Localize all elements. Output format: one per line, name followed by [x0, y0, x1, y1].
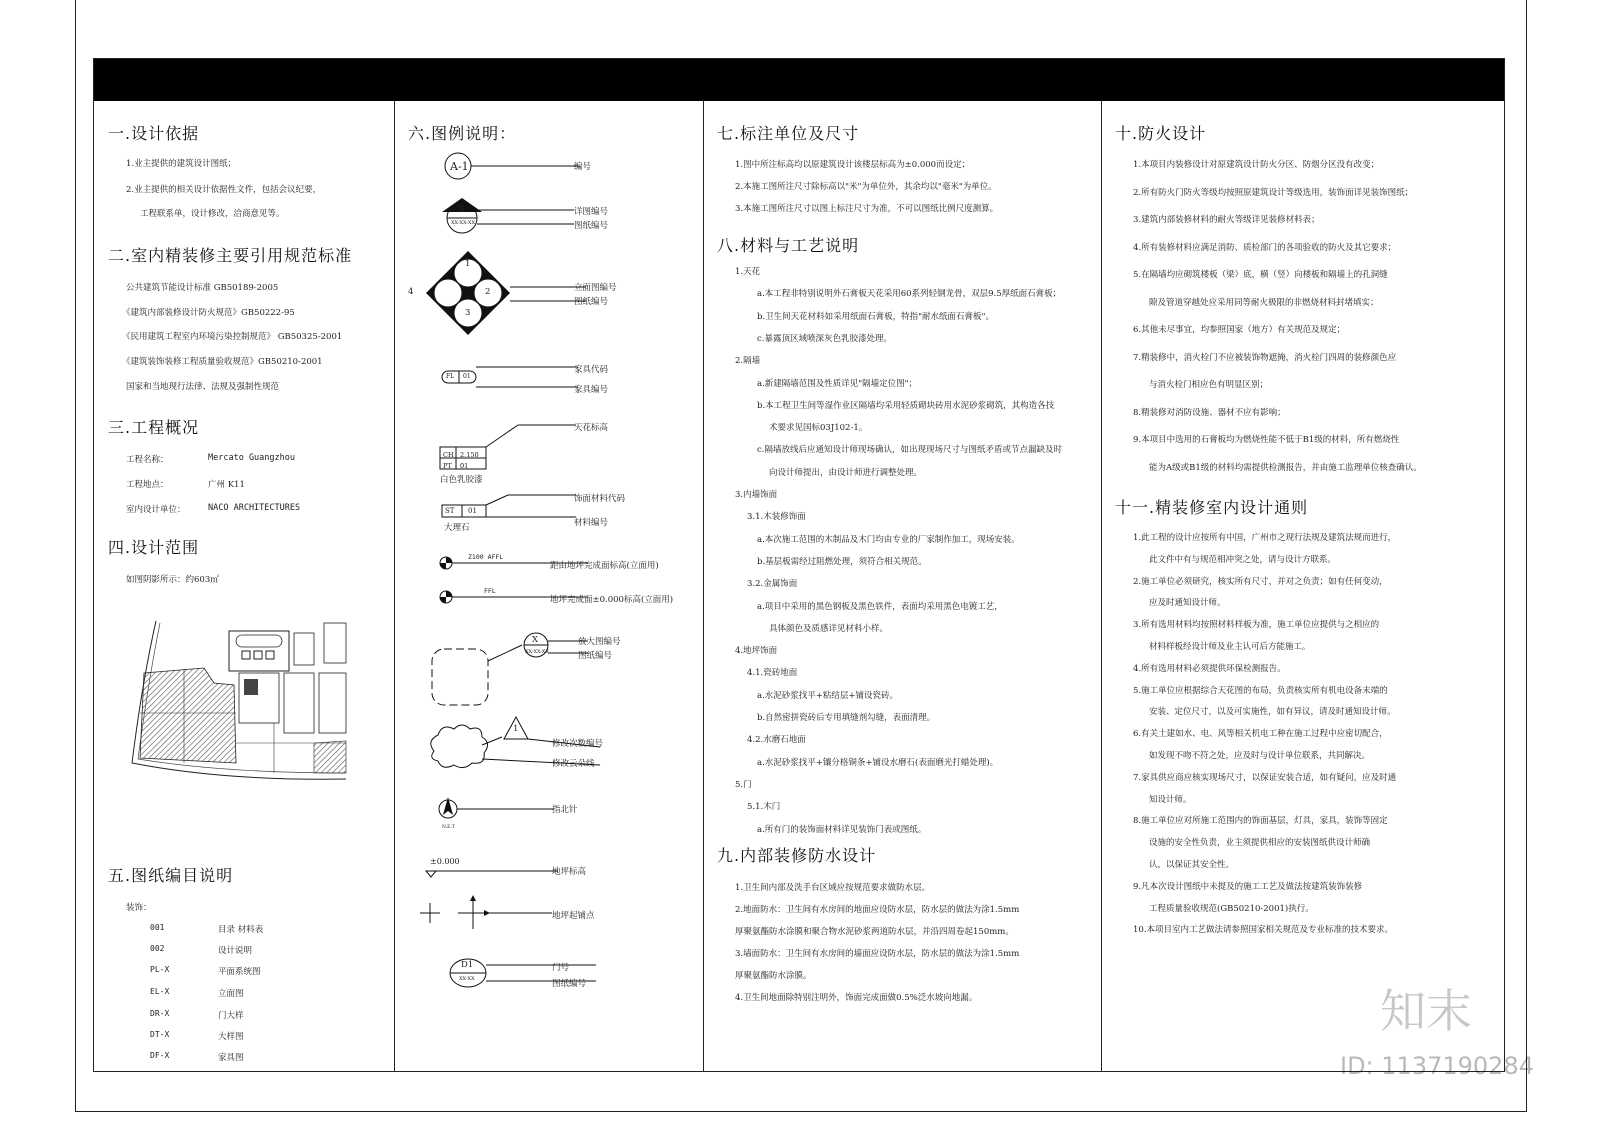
text-line: 厚聚氨酯防水涂膜。: [735, 971, 812, 981]
text-line: 3.所有选用材料均按照材料样板为准，施工单位应提供与之相应的: [1133, 620, 1380, 631]
value: NACO ARCHITECTURES: [208, 503, 301, 513]
watermark-logo: 知末: [1380, 984, 1472, 1038]
value: 广州 K11: [208, 480, 245, 490]
symbol-text: 2: [485, 287, 491, 297]
symbol-text: A-1: [450, 160, 469, 173]
value: Mercato Guangzhou: [208, 453, 295, 463]
text-line: 4.所有装修材料应满足消防、质检部门的各项验收的防火及其它要求；: [1133, 242, 1397, 253]
label: 室内设计单位：: [126, 505, 186, 515]
legend-label: 距由地坪完成面标高(立面用): [550, 561, 659, 571]
text-line: 《民用建筑工程室内环境污染控制规范》 GB50325-2001: [122, 332, 343, 342]
symbol-text: 01: [468, 507, 477, 515]
text-line: 厚聚氨酯防水涂膜和聚合物水泥砂浆两道防水层，并沿四周卷起150mm。: [735, 927, 1014, 937]
text-line: 3.墙面防水：卫生间有水房间的墙面应设防水层，防水层的做法为涂1.5mm: [735, 949, 1020, 959]
drawing-name: 平面系统图: [218, 967, 261, 977]
drawing-code: PL-X: [150, 965, 170, 974]
text-line: a.所有门的装饰面材料详见装饰门表或图纸。: [757, 824, 927, 835]
text-line: 4.地坪饰面: [735, 646, 778, 657]
key-plan-drawing: [124, 613, 354, 785]
text-line: 8.施工单位应对所施工范围内的饰面基层，灯具，家具，装饰等固定: [1133, 816, 1388, 827]
text-line: c.隔墙放线后应通知设计师现场确认，如出现现场尺寸与图纸矛盾或节点漏缺及时: [757, 445, 1062, 456]
drawing-code: DF-X: [150, 1051, 170, 1060]
legend-label: 放大图编号: [578, 637, 621, 647]
legend-label: 地坪完成面±0.000标高(立面用): [550, 595, 674, 605]
text-line: 4.2.水磨石地面: [747, 735, 806, 746]
text-line: 4.所有选用材料必须提供环保检测报告。: [1133, 663, 1286, 674]
text-line: 3.本施工图所注尺寸以图上标注尺寸为准，不可以图纸比例尺度测算。: [735, 204, 999, 214]
elevation-symbol: [408, 249, 588, 339]
text-line: 工程质量验收规范(GB50210-2001)执行。: [1149, 903, 1314, 914]
label: 装饰：: [126, 903, 152, 913]
symbol-text: 1: [513, 724, 519, 734]
text-line: 5.施工单位应根据综合天花图的布局，负责核实所有机电设备末端的: [1133, 685, 1388, 696]
text-line: 1.图中所注标高均以原建筑设计该楼层标高为±0.000而设定；: [735, 160, 971, 170]
text-line: 《建筑装饰装修工程质量验收规范》GB50210-2001: [122, 357, 323, 367]
text-line: 此文件中有与规范相冲突之处，请与设计方联系。: [1149, 554, 1337, 565]
column-1: [94, 101, 395, 1071]
text-line: b.卫生间天花材料如采用纸面石膏板，特指"耐水纸面石膏板"。: [757, 311, 994, 322]
title-band: [94, 59, 1504, 101]
text-line: 向设计师提出，由设计师进行调整处理。: [769, 467, 923, 478]
text-line: a.新建隔墙范围及性质详见"隔墙定位图"；: [757, 378, 918, 389]
detail-symbol: [436, 196, 576, 236]
text-line: 隙及管道穿越处应采用同等耐火极限的非燃烧材料封堵填实；: [1149, 297, 1379, 308]
text-line: 认，以保证其安全性。: [1149, 860, 1235, 870]
symbol-text: N.E.T: [442, 825, 455, 830]
legend-label: 饰面材料代码: [574, 494, 626, 504]
legend-label: 图纸编号: [552, 979, 587, 989]
legend-label: 家具代码: [574, 365, 609, 375]
text-line: 2.所有防火门防火等级均按照原建筑设计等级选用，装饰面详见装饰图纸；: [1133, 187, 1414, 198]
legend-label: 图纸编号: [574, 297, 609, 307]
label: 工程名称：: [126, 455, 169, 465]
symbol-text: 3: [465, 308, 471, 318]
legend-label: 详图编号: [574, 207, 609, 217]
text-line: 7.精装修中，消火栓门不应被装饰物遮掩，消火栓门四周的装修颜色应: [1133, 352, 1397, 363]
text-line: 5.1.木门: [747, 802, 781, 813]
section-4-title: 四.设计范围: [108, 538, 200, 557]
text-line: 1.卫生间内部及洗手台区域应按规范要求做防水层。: [735, 883, 931, 893]
watermark-id: ID: 1137190284: [1340, 1052, 1534, 1080]
section-8-title: 八.材料与工艺说明: [717, 236, 860, 255]
symbol-text: XX-XX-XX: [525, 649, 550, 655]
symbol-text: Z100 AFFL: [468, 553, 504, 561]
text-line: a.本工程非特别说明外石膏板天花采用60系列轻钢龙骨，双层9.5厚纸面石膏板；: [757, 289, 1062, 300]
symbol-text: FFL: [484, 587, 496, 595]
column-3: [703, 101, 1102, 1071]
symbol-text: ±0.000: [430, 857, 460, 866]
text-line: 安装、定位尺寸，以及可实施性，如有异议，请及时通知设计师。: [1149, 707, 1396, 718]
text-line: 1.此工程的设计应按所有中国，广州市之现行法规及建筑法规而进行，: [1133, 533, 1397, 543]
section-1-title: 一.设计依据: [108, 124, 200, 143]
text-line: 国家和当地现行法律、法规及强制性规范: [126, 382, 280, 392]
text-line: 5.门: [735, 779, 752, 790]
legend-label: 门号: [552, 963, 570, 973]
symbol-text: FL: [446, 373, 455, 380]
text-line: 1.业主提供的建筑设计图纸；: [126, 159, 237, 169]
text-line: 3.内墙饰面: [735, 490, 778, 500]
section-11-title: 十一.精装修室内设计通则: [1115, 498, 1309, 517]
text-line: 材料样板经设计师及业主认可后方能施工。: [1149, 642, 1311, 652]
drawing-code: 002: [150, 944, 165, 953]
text-line: 3.2.金属饰面: [747, 579, 798, 590]
drawing-name: 设计说明: [218, 946, 253, 956]
text-line: 2.施工单位必须研究，核实所有尺寸，并对之负责；如有任何变动，: [1133, 576, 1388, 587]
text-line: 公共建筑节能设计标准 GB50189-2005: [126, 283, 279, 293]
legend-label: 地坪标高: [552, 867, 587, 877]
legend-label: 修改云朵线: [552, 759, 595, 769]
text-line: 3.1.木装修饰面: [747, 512, 806, 523]
text-line: 与消火栓门相应色有明显区别；: [1149, 380, 1269, 390]
symbol-text: PT: [443, 462, 452, 470]
text-line: 9.凡本次设计图纸中未提及的施工工艺及做法按建筑装饰装修: [1133, 881, 1363, 892]
section-9-title: 九.内部装修防水设计: [717, 846, 877, 865]
text-line: a.本次施工范围的木制品及木门均由专业的厂家制作加工，现场安装。: [757, 534, 1020, 545]
furniture-symbol: [440, 363, 580, 393]
text-line: 知设计师。: [1149, 794, 1192, 805]
text-line: 设施的安全性负责，业主须提供相应的安装图纸供设计师确: [1149, 838, 1371, 849]
text-line: b.本工程卫生间等湿作业区隔墙均采用轻质砌块砖用水泥砂浆砌筑，其构造各技: [757, 400, 1055, 411]
text-line: 工程联系单，设计修改，洽商意见等。: [140, 209, 285, 219]
section-3-title: 三.工程概况: [108, 418, 200, 437]
legend-label: 立面图编号: [574, 283, 617, 293]
legend-label: 图纸编号: [574, 221, 609, 231]
text-line: a.项目中采用的黑色钢板及黑色铁件，表面均采用黑色电镀工艺，: [757, 601, 1003, 612]
symbol-text: XX-XX: [459, 976, 475, 982]
symbol-text: ST: [445, 507, 455, 515]
text-line: 4.卫生间地面除特别注明外，饰面完成面做0.5%泛水坡向地漏。: [735, 993, 978, 1003]
section-6-title: 六.图例说明：: [408, 124, 517, 143]
section-10-title: 十.防火设计: [1115, 124, 1207, 143]
text-line: 5.在隔墙均应砌筑楼板（梁）底，横（竖）向楼板和隔墙上的孔洞缝: [1133, 270, 1388, 280]
text-line: 如图阴影所示：约603㎡: [126, 575, 219, 585]
legend-label: 白色乳胶漆: [440, 475, 483, 485]
symbol-text: 1: [465, 259, 471, 269]
text-line: c.暴露顶区域喷深灰色乳胶漆处理。: [757, 333, 892, 344]
symbol-text: 01: [463, 373, 471, 380]
text-line: 2.隔墙: [735, 356, 761, 367]
section-2-title: 二.室内精装修主要引用规范标准: [108, 246, 353, 265]
symbol-text: X: [532, 635, 539, 645]
symbol-text: D1: [461, 960, 474, 970]
text-line: 应及时通知设计师。: [1149, 598, 1226, 609]
drawing-code: 001: [150, 923, 165, 932]
drawing-code: DT-X: [150, 1030, 170, 1039]
text-line: 2.地面防水：卫生间有水房间的地面应设防水层，防水层的做法为涂1.5mm: [735, 905, 1020, 915]
text-line: 术要求见国标03J102-1。: [769, 423, 868, 434]
section-5-title: 五.图纸编目说明: [108, 866, 234, 885]
legend-label: 编号: [574, 162, 592, 172]
legend-label: 天花标高: [574, 423, 609, 433]
text-line: 《建筑内部装修设计防火规范》GB50222-95: [122, 308, 295, 318]
symbol-text: 4: [408, 287, 414, 297]
text-line: 8.精装修对消防设施、器材不应有影响；: [1133, 407, 1286, 418]
text-line: b.基层板需经过阻燃处理，须符合相关规范。: [757, 556, 927, 567]
text-line: 能为A级或B1级的材料均需提供检测报告，并由施工监理单位核查确认。: [1149, 462, 1422, 473]
text-line: 2.业主提供的相关设计依据性文件，包括会议纪要，: [126, 185, 322, 195]
legend-label: 家具编号: [574, 385, 609, 395]
legend-label: 修改次数编号: [552, 739, 604, 749]
text-line: 1.本项目内装修设计对原建筑设计防火分区、防烟分区没有改变；: [1133, 160, 1380, 170]
legend-label: 指北针: [552, 805, 578, 815]
legend-label: 地坪起铺点: [552, 911, 595, 921]
drawing-code: DR-X: [150, 1009, 170, 1018]
text-line: 6.其他未尽事宜，均参照国家（地方）有关规范及规定；: [1133, 325, 1346, 335]
drawing-name: 大样图: [218, 1032, 244, 1042]
text-line: 4.1.瓷砖地面: [747, 668, 798, 679]
drawing-name: 目录 材料表: [218, 925, 264, 935]
text-line: 6.有关土建如水、电、风等相关机电工种在施工过程中应密切配合，: [1133, 729, 1388, 740]
legend-label: 大理石: [444, 523, 470, 533]
text-line: a.水泥砂浆找平+镶分格铜条+铺设水磨石(表面磨光打蜡处理)。: [757, 757, 999, 768]
text-line: a.水泥砂浆找平+粘结层+铺设瓷砖。: [757, 690, 899, 701]
symbol-text: CH: [443, 451, 454, 459]
drawing-name: 立面图: [218, 989, 244, 999]
text-line: 3.建筑内部装修材料的耐火等级详见装修材料表；: [1133, 215, 1320, 225]
text-line: 10.本项目室内工艺做法请参照国家相关规范及专业标准的技术要求。: [1133, 925, 1394, 936]
column-2-legend: [394, 101, 704, 1071]
text-line: 2.本施工图所注尺寸除标高以"米"为单位外，其余均以"毫米"为单位。: [735, 182, 997, 192]
text-line: 7.家具供应商应核实现场尺寸，以保证安装合适，如有疑问，应及时通: [1133, 772, 1397, 783]
text-line: b.自然密拼瓷砖后专用填缝剂勾缝，表面清理。: [757, 713, 936, 723]
label: 工程地点：: [126, 480, 169, 490]
drawing-frame: [93, 58, 1505, 1072]
enlarged-plan-symbol: [430, 631, 590, 711]
drawing-name: 门大样: [218, 1011, 244, 1021]
drawing-name: 家具图: [218, 1053, 244, 1063]
tiling-start-symbol: [414, 891, 554, 935]
legend-label: 材料编号: [574, 518, 609, 528]
drawing-code: EL-X: [150, 987, 170, 996]
text-line: 9.本项目中选用的石膏板均为燃烧性能不低于B1级的材料，所有燃烧性: [1133, 435, 1400, 445]
symbol-text: 01: [460, 462, 469, 470]
legend-label: 图纸编号: [578, 651, 613, 661]
text-line: 1.天花: [735, 267, 761, 277]
column-4: [1101, 101, 1504, 1071]
symbol-text: 2.150: [460, 451, 479, 459]
symbol-text: X: [458, 204, 465, 214]
section-7-title: 七.标注单位及尺寸: [717, 124, 860, 143]
text-line: 如发现不吻不符之处，应及时与设计单位联系，共同解决。: [1149, 751, 1371, 761]
text-line: 具体颜色及质感详见材料小样。: [769, 623, 889, 634]
ceiling-height-symbol: [438, 417, 578, 477]
symbol-text: XX-XX-XX: [451, 220, 476, 226]
